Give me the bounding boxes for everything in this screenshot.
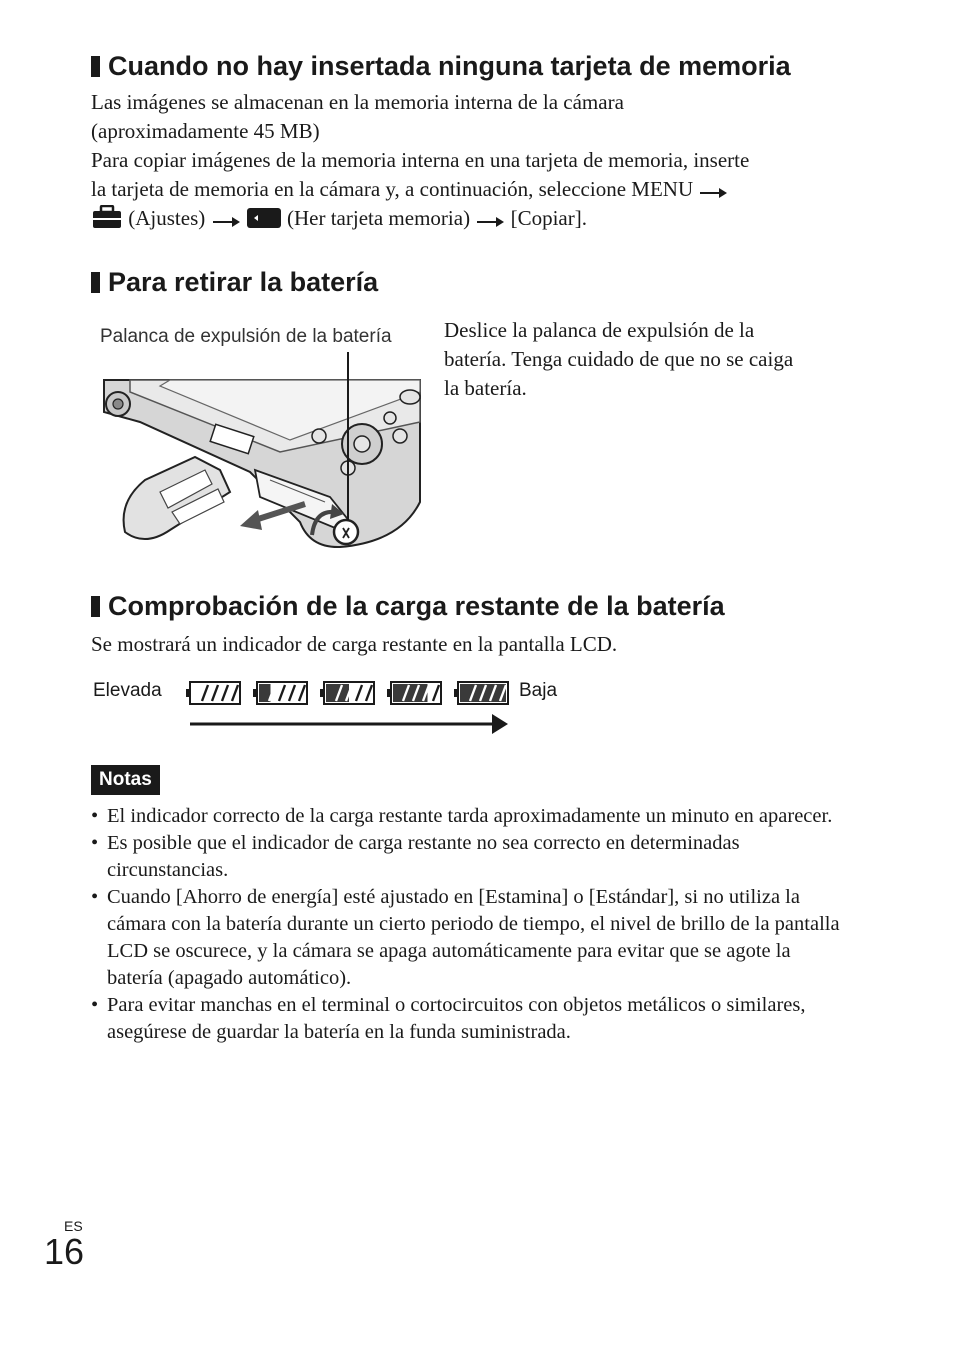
- path-card-tool: (Her tarjeta memoria): [287, 206, 471, 230]
- paragraph-line: (aproximadamente 45 MB): [91, 119, 320, 143]
- paragraph-line: Las imágenes se almacenan en la memoria interna de la cámara: [91, 90, 624, 114]
- section-heading-battery-charge: [91, 590, 725, 622]
- section1-body: [91, 88, 851, 233]
- heading-marker: [91, 56, 100, 77]
- arrow-right-icon: [698, 186, 728, 200]
- notes-list-container: [91, 803, 846, 1046]
- battery-level-icon: [320, 682, 374, 704]
- path-copy: [Copiar].: [510, 206, 587, 230]
- memory-card-tool-icon: [246, 207, 282, 229]
- battery-level-diagram: [180, 676, 520, 742]
- arrow-right-icon: [211, 215, 241, 229]
- heading-text: Cuando no hay insertada ninguna tarjeta de memoria: [108, 51, 791, 81]
- note-item: • Es posible que el indicador de carga restante no sea correcto en determinadas circunstancias.: [91, 830, 846, 884]
- section3-body: Se mostrará un indicador de carga restante en la pantalla LCD.: [91, 632, 618, 656]
- section-heading-remove-battery: [91, 266, 378, 298]
- level-label-high: Elevada: [93, 680, 162, 701]
- note-item: • Para evitar manchas en el terminal o cortocircuitos con objetos metálicos o similares, asegúrese de guardar la batería en la funda suministrada.: [91, 992, 846, 1046]
- paragraph-line: Para copiar imágenes de la memoria interna en una tarjeta de memoria, inserte: [91, 148, 750, 172]
- paragraph-line: la batería.: [444, 376, 527, 400]
- arrow-right-icon: [475, 215, 505, 229]
- section2-body: [444, 316, 864, 403]
- heading-text: Para retirar la batería: [108, 267, 379, 297]
- battery-level-icon: [253, 682, 307, 704]
- section-heading-no-card: [91, 50, 791, 82]
- note-item: • El indicador correcto de la carga restante tarda aproximadamente un minuto en aparecer.: [91, 803, 846, 830]
- paragraph-line: batería. Tenga cuidado de que no se caiga: [444, 347, 794, 371]
- battery-level-icon: [186, 682, 240, 704]
- paragraph-line: [91, 175, 851, 204]
- language-code: ES: [64, 1218, 83, 1234]
- menu-path-start: la tarjeta de memoria en la cámara y, a continuación, seleccione MENU: [91, 177, 694, 201]
- note-item: • Cuando [Ahorro de energía] esté ajustado en [Estamina] o [Estándar], si no utiliza la cámara con la batería durante un cierto periodo de tiempo, el nivel de brillo de la pantalla LCD se oscurece, y la cámara se apaga automáticamente para evitar que se agote la batería (apagado automático).: [91, 884, 846, 992]
- camera-battery-illustration: [100, 352, 425, 557]
- toolbox-icon: [91, 205, 123, 229]
- heading-marker: [91, 272, 100, 293]
- battery-level-icon: [454, 682, 508, 704]
- battery-lever-callout-label: Palanca de expulsión de la batería: [100, 326, 392, 347]
- page-number: 16: [44, 1231, 85, 1272]
- paragraph-line: Deslice la palanca de expulsión de la: [444, 318, 755, 342]
- notes-list: [91, 803, 846, 1046]
- battery-level-icon: [387, 682, 441, 704]
- heading-marker: [91, 596, 100, 617]
- menu-path-line: [91, 204, 851, 233]
- notes-badge: Notas: [91, 765, 160, 795]
- level-label-low: Baja: [519, 680, 558, 701]
- path-settings: (Ajustes): [128, 206, 206, 230]
- heading-text: Comprobación de la carga restante de la batería: [108, 591, 725, 621]
- arrow-right-icon: [492, 714, 508, 734]
